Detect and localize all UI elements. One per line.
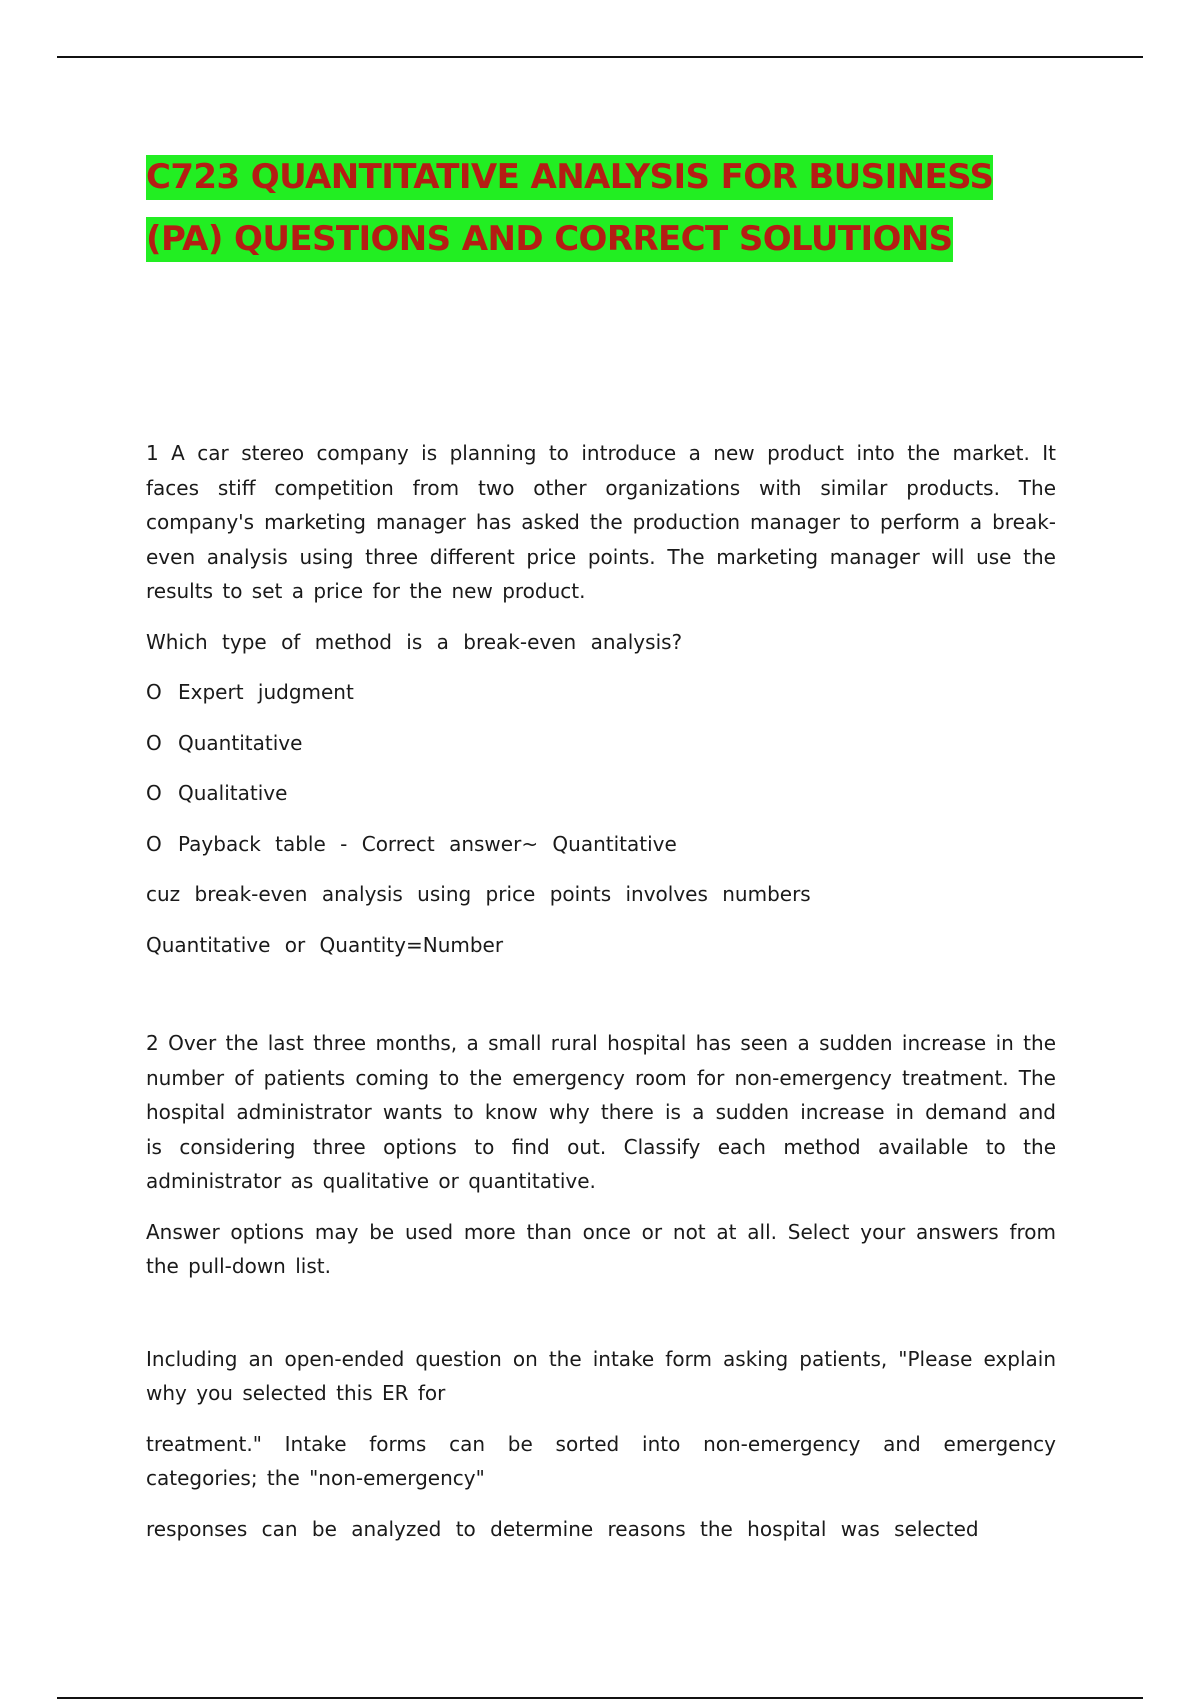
document-body — [146, 436, 1056, 1562]
question-2-instructions: Answer options may be used more than once or not at all. Select your answers from the pull-down list. — [146, 1219, 1056, 1278]
question-1-prompt: Which type of method is a break-even analysis? — [146, 629, 683, 654]
option-label: Qualitative — [178, 781, 288, 805]
option-marker: O — [146, 781, 162, 805]
option-marker: O — [146, 680, 162, 704]
option-expert-judgment — [146, 675, 1056, 710]
bottom-rule — [57, 1697, 1143, 1699]
document-title — [146, 146, 1046, 270]
option-marker: O — [146, 730, 162, 755]
top-rule — [57, 56, 1143, 58]
option-label: Expert judgment — [178, 680, 354, 704]
option-quantitative — [146, 726, 1056, 761]
option-marker: O — [146, 831, 162, 856]
option-qualitative — [146, 776, 1056, 811]
option-label: Quantitative — [178, 730, 303, 755]
option-label: Payback table - Correct answer~ Quantitative — [178, 831, 677, 856]
question-2-text: 2 Over the last three months, a small rural hospital has seen a sudden increase in the number of patients coming to the emergency room for non-emergency treatment. The hospital administrator wants to know why there is a sudden increase in demand and is considering three options to find out. Classify each method available to the administrator as qualitative or quantitative. — [146, 1031, 1056, 1193]
title-line-2: (PA) QUESTIONS AND CORRECT SOLUTIONS — [146, 217, 953, 262]
question-1-text: 1 A car stereo company is planning to introduce a new product into the market. It faces stiff competition from two other organizations with similar products. The company's marketing manager has asked the production manager to perform a break-even analysis using three different price points. The marketing manager will use the results to set a price for the new product. — [146, 441, 1056, 603]
method-paragraph-1: Including an open-ended question on the intake form asking patients, "Please explain why you selected this ER for — [146, 1346, 1056, 1405]
answer-explanation: cuz break-even analysis using price points involves numbers — [146, 882, 811, 906]
answer-mnemonic: Quantitative or Quantity=Number — [146, 932, 504, 957]
title-line-1: C723 QUANTITATIVE ANALYSIS FOR BUSINESS — [146, 155, 993, 200]
method-paragraph-2: treatment." Intake forms can be sorted into non-emergency and emergency categories; the "non-emergency" — [146, 1431, 1056, 1490]
option-payback-table — [146, 827, 1056, 862]
method-paragraph-3: responses can be analyzed to determine reasons the hospital was selected — [146, 1516, 979, 1541]
